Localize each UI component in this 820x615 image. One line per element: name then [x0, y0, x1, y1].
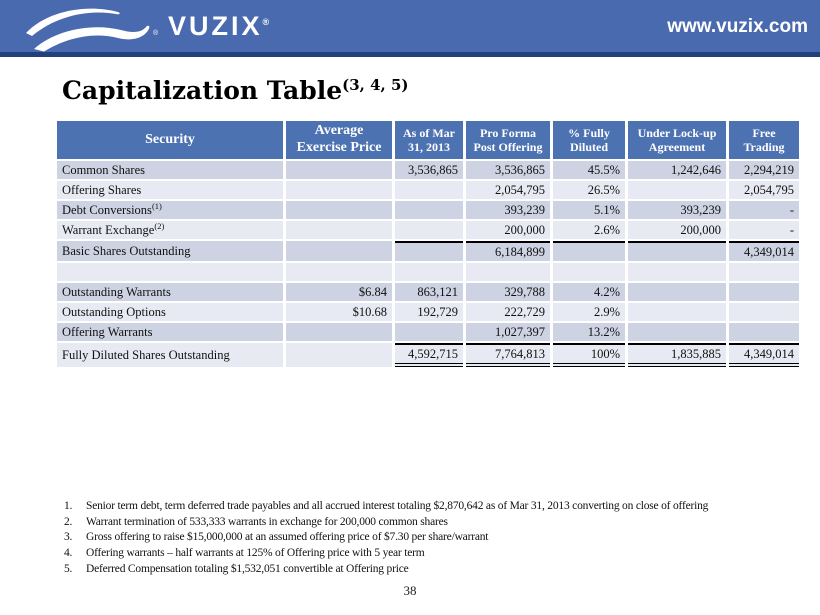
free-trading-cell	[729, 263, 799, 281]
security-cell	[57, 161, 283, 179]
footnote-text: Senior term debt, term deferred trade payables and all accrued interest totaling $2,870,642 as of Mar 31, 2013 converting on close of offering	[86, 500, 709, 512]
as-of-mar-cell	[395, 323, 463, 341]
table-row-debt-conversions	[57, 201, 799, 219]
as-of-mar-cell	[395, 201, 463, 219]
pro-forma-cell: 2,054,795	[466, 181, 550, 199]
security-cell	[57, 221, 283, 239]
footnote-3	[64, 531, 808, 544]
as-of-mar-cell: 3,536,865	[395, 161, 463, 179]
pct-diluted-cell: 100%	[553, 343, 625, 367]
vuzix-swoosh-icon	[14, 2, 164, 52]
avg-price-cell	[286, 181, 392, 199]
table-row-offering-warrants	[57, 323, 799, 341]
security-label: Debt Conversions	[62, 202, 152, 217]
free-trading-cell: 4,349,014	[729, 343, 799, 367]
title-footnote-refs: (3, 4, 5)	[342, 76, 409, 94]
as-of-mar-cell	[395, 241, 463, 261]
security-label: Offering Warrants	[62, 324, 153, 339]
col-header-under-lockup: Under Lock-up Agreement	[628, 121, 726, 159]
page-title-text: Capitalization Table	[62, 76, 343, 105]
lockup-cell	[628, 181, 726, 199]
pct-diluted-cell: 2.6%	[553, 221, 625, 239]
as-of-mar-cell: 192,729	[395, 303, 463, 321]
pro-forma-cell: 1,027,397	[466, 323, 550, 341]
pct-diluted-cell: 26.5%	[553, 181, 625, 199]
footnote-4	[64, 547, 808, 560]
col-header-free-trading: Free Trading	[729, 121, 799, 159]
security-cell	[57, 241, 283, 261]
pct-diluted-cell: 13.2%	[553, 323, 625, 341]
footnote-number: 2.	[64, 515, 73, 528]
table-row-common-shares	[57, 161, 799, 179]
footnote-number: 1.	[64, 500, 73, 512]
website-url-link[interactable]: www.vuzix.com	[667, 16, 808, 37]
as-of-mar-cell	[395, 181, 463, 199]
lockup-cell: 393,239	[628, 201, 726, 219]
registered-mark: ®	[262, 17, 270, 27]
pro-forma-cell: 3,536,865	[466, 161, 550, 179]
pro-forma-cell: 7,764,813	[466, 343, 550, 367]
footnote-text: Deferred Compensation totaling $1,532,051 convertible at Offering price	[86, 562, 409, 575]
lockup-cell	[628, 241, 726, 261]
col-header-pro-forma: Pro Forma Post Offering	[466, 121, 550, 159]
lockup-cell: 200,000	[628, 221, 726, 239]
table-row-offering-shares	[57, 181, 799, 199]
free-trading-cell: 4,349,014	[729, 241, 799, 261]
page-title	[62, 76, 409, 105]
security-cell	[57, 263, 283, 281]
free-trading-cell: 2,294,219	[729, 161, 799, 179]
table-row-outstanding-options	[57, 303, 799, 321]
free-trading-cell: 2,054,795	[729, 181, 799, 199]
avg-price-cell	[286, 323, 392, 341]
as-of-mar-cell	[395, 263, 463, 281]
col-header-avg-exercise-price: Average Exercise Price	[286, 121, 392, 159]
avg-price-cell	[286, 161, 392, 179]
avg-price-cell	[286, 343, 392, 367]
footnote-text: Offering warrants – half warrants at 125% of Offering price with 5 year term	[86, 547, 425, 560]
avg-price-cell: $6.84	[286, 283, 392, 301]
security-cell	[57, 323, 283, 341]
table-row-warrant-exchange	[57, 221, 799, 239]
capitalization-table	[54, 119, 802, 369]
pro-forma-cell	[466, 263, 550, 281]
lockup-cell: 1,242,646	[628, 161, 726, 179]
pro-forma-cell: 329,788	[466, 283, 550, 301]
pro-forma-cell: 6,184,899	[466, 241, 550, 261]
security-cell	[57, 303, 283, 321]
svg-text:®: ®	[153, 30, 159, 37]
free-trading-cell: -	[729, 221, 799, 239]
footnote-text: Gross offering to raise $15,000,000 at an assumed offering price of $7.30 per share/warrant	[86, 531, 489, 544]
pro-forma-cell: 393,239	[466, 201, 550, 219]
pro-forma-cell: 200,000	[466, 221, 550, 239]
pct-diluted-cell: 5.1%	[553, 201, 625, 219]
security-cell	[57, 201, 283, 219]
free-trading-cell: -	[729, 201, 799, 219]
table-header-row	[57, 121, 799, 159]
pct-diluted-cell: 45.5%	[553, 161, 625, 179]
pct-diluted-cell: 2.9%	[553, 303, 625, 321]
security-cell	[57, 343, 283, 367]
pct-diluted-cell: 4.2%	[553, 283, 625, 301]
pro-forma-cell: 222,729	[466, 303, 550, 321]
footnote-ref: (1)	[151, 201, 162, 211]
footnote-number: 3.	[64, 531, 73, 544]
free-trading-cell	[729, 303, 799, 321]
security-label: Fully Diluted Shares Outstanding	[62, 347, 230, 362]
footnote-text: Warrant termination of 533,333 warrants in exchange for 200,000 common shares	[86, 515, 448, 528]
top-brand-bar	[0, 0, 820, 52]
footnote-2	[64, 516, 808, 529]
as-of-mar-cell	[395, 221, 463, 239]
lockup-cell	[628, 263, 726, 281]
lockup-cell: 1,835,885	[628, 343, 726, 367]
footnotes-list	[64, 500, 808, 579]
avg-price-cell	[286, 201, 392, 219]
lockup-cell	[628, 303, 726, 321]
avg-price-cell: $10.68	[286, 303, 392, 321]
table-row-basic-shares-outstanding	[57, 241, 799, 261]
lockup-cell	[628, 283, 726, 301]
security-label: Offering Shares	[62, 182, 142, 197]
security-cell	[57, 181, 283, 199]
avg-price-cell	[286, 221, 392, 239]
top-bar-accent-strip	[0, 52, 820, 57]
security-label: Outstanding Options	[62, 304, 166, 319]
col-header-as-of-mar: As of Mar 31, 2013	[395, 121, 463, 159]
lockup-cell	[628, 323, 726, 341]
page-number: 38	[403, 583, 417, 598]
brand-wordmark	[168, 11, 269, 42]
security-label: Basic Shares Outstanding	[62, 243, 191, 258]
as-of-mar-cell: 863,121	[395, 283, 463, 301]
col-header-pct-fully-diluted: % Fully Diluted	[553, 121, 625, 159]
security-label: Outstanding Warrants	[62, 284, 171, 299]
footnote-5	[64, 563, 808, 576]
footnote-number: 4.	[64, 547, 73, 560]
security-label: Common Shares	[62, 162, 145, 177]
avg-price-cell	[286, 241, 392, 261]
security-label: Warrant Exchange	[62, 222, 155, 237]
free-trading-cell	[729, 283, 799, 301]
table-row-spacer	[57, 263, 799, 281]
as-of-mar-cell: 4,592,715	[395, 343, 463, 367]
pct-diluted-cell	[553, 263, 625, 281]
footnote-number: 5.	[64, 562, 73, 575]
avg-price-cell	[286, 263, 392, 281]
pct-diluted-cell	[553, 241, 625, 261]
col-header-security: Security	[57, 121, 283, 159]
brand-text: VUZIX	[168, 11, 263, 41]
footnote-1	[64, 500, 808, 513]
table-row-outstanding-warrants	[57, 283, 799, 301]
footnote-ref: (2)	[154, 221, 165, 231]
security-cell	[57, 283, 283, 301]
free-trading-cell	[729, 323, 799, 341]
table-row-fully-diluted	[57, 343, 799, 367]
